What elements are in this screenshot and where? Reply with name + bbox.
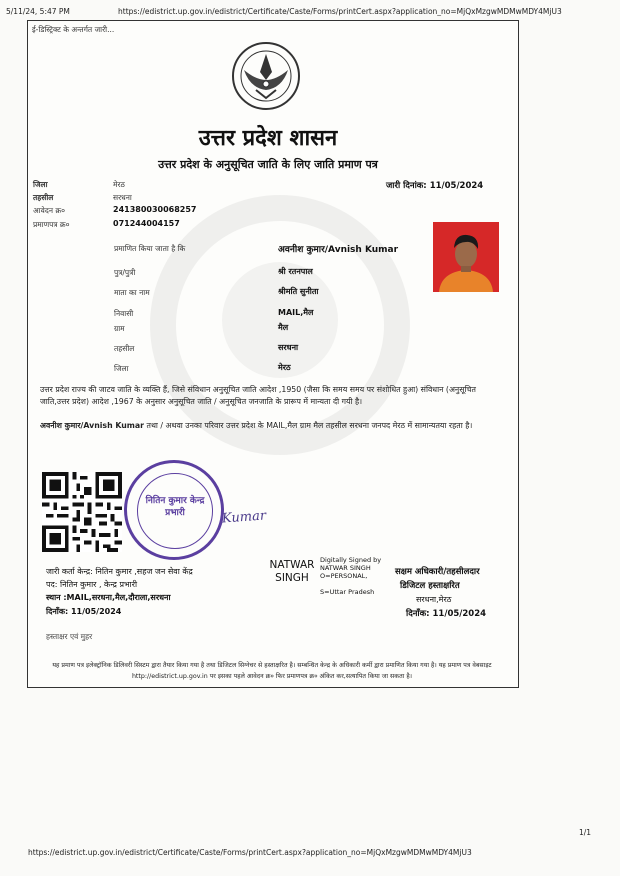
detail-label: पुत्र/पुत्री (114, 268, 136, 277)
applicant-photo (433, 222, 499, 292)
print-url-bottom: https://edistrict.up.gov.in/edistrict/Certificate/Caste/Forms/printCert.aspx?application_no=MjQxMzgwMDMwMDY4MjU3 (28, 848, 472, 857)
village-value: मैल (278, 323, 289, 332)
detail-label: जिला (114, 364, 129, 373)
meta-value: मेरठ (113, 180, 125, 189)
issuer-post: पद: नितिन कुमार , केन्द्र प्रभारी (46, 580, 138, 589)
issue-date-value: 11/05/2024 (429, 181, 484, 191)
dsig-line-3: O=PERSONAL, (320, 572, 368, 580)
certificate-subtitle: उत्तर प्रदेश के अनुसूचित जाति के लिए जाति प्रमाण पत्र (158, 158, 378, 171)
tehsil-value: सरधना (278, 343, 299, 352)
detail-label: निवासी (114, 309, 134, 318)
residence-statement (40, 420, 480, 432)
issuer-date: दिनाँक: 11/05/2024 (46, 607, 122, 616)
detail-label: तहसील (114, 344, 135, 353)
authority-date: दिनाँक: 11/05/2024 (406, 609, 487, 619)
certificate-number: 071244004157 (113, 219, 180, 228)
qr-code (42, 472, 122, 552)
authority-sign: डिजिटल हस्ताक्षरित (400, 581, 460, 591)
residence-text: तथा / अथवा उनका परिवार उत्तर प्रदेश के MAIL,मैल ग्राम मैल तहसील सरधना जनपद मेरठ में सामान्यतया रहता है। (146, 421, 473, 430)
caste-statement: उत्तर प्रदेश राज्य की जाटव जाति के व्यक्ति हैं, जिसे संविधान अनुसूचित जाति आदेश ,1950 (जैसा कि समय समय पर संशोधित हुआ) संविधान (अनुसूचित जाति,उत्तर प्रदेश) आदेश ,1967 के अनुसार अनुसूचित जाति / अनुसूचित जनजाति के प्रारूप में मान्यता दी गयी है। (40, 385, 476, 406)
district-value: मेरठ (278, 363, 291, 372)
detail-label: ग्राम (114, 324, 125, 333)
residence-value: MAIL,मैल (278, 308, 314, 317)
stamp-text: नितिन कुमार केन्द्र प्रभारी (145, 496, 205, 518)
page-count: 1/1 (579, 828, 592, 837)
meta-label: प्रमाणपत्र क्र० (33, 220, 70, 229)
residence-name: अवनीश कुमार/Avnish Kumar (40, 421, 145, 430)
footer-note: यह प्रमाण पत्र इलेक्ट्रॉनिक डिलिवरी सिस्टम द्वारा तैयार किया गया है तथा डिजिटल सिग्नेचर से हस्ताक्षरित है। सम्बन्धित केन्द्र के अधिकारी कर्मी द्वारा प्रमाणित किया गया है। यह प्रमाण पत्र वेबसाइट http://edistrict.up.gov.in पर इसका पहले आवेदन क्र० फिर प्रमाणपत्र क्र० अंकित कर,सत्यापित किया जा सकता है। (52, 662, 492, 680)
dsig-line-4: S=Uttar Pradesh (320, 588, 375, 596)
application-number: 241380030068257 (113, 205, 197, 214)
meta-value: सरधना (113, 193, 132, 202)
digital-signer-name: NATWAR SINGH (269, 559, 315, 584)
detail-label: प्रमाणित किया जाता है कि (114, 244, 186, 253)
digital-signature-block (320, 556, 381, 580)
issuer-place: स्थान :MAIL,सरधना,मैल,दौराला,सरधना (46, 593, 171, 602)
print-url-top: https://edistrict.up.gov.in/edistrict/Certificate/Caste/Forms/printCert.aspx?application_no=MjQxMzgwMDMwMDY4MjU3 (118, 7, 562, 16)
issue-date-label: जारी दिनांक: (386, 181, 427, 191)
meta-label: तहसील (33, 193, 54, 202)
dsig-line-1: Digitally Signed by (320, 556, 382, 564)
up-emblem-logo (226, 40, 306, 112)
dsig-line-2: NATWAR SINGH (320, 564, 371, 572)
mother-name: श्रीमति सुनीता (278, 287, 319, 296)
detail-label: माता का नाम (114, 288, 150, 297)
issue-date (386, 180, 483, 191)
handwritten-signature: Kumar (221, 508, 267, 527)
seal-label: हस्ताक्षर एवं मुहर (46, 632, 93, 641)
certificate-title: उत्तर प्रदेश शासन (198, 125, 338, 151)
authority-place: सरधना,मेरठ (416, 595, 452, 604)
meta-label: जिला (33, 180, 48, 189)
meta-label: आवेदन क्र० (33, 206, 66, 215)
issued-under-text: ई-डिस्ट्रिक्ट के अन्तर्गत जारी... (32, 25, 115, 34)
father-name: श्री रतनपाल (278, 267, 313, 276)
authority-title: सक्षम अधिकारी/तहसीलदार (395, 567, 480, 577)
issuer-center: जारी कर्ता केन्द्र: नितिन कुमार ,सहज जन सेवा केंद्र (46, 567, 193, 576)
print-datetime: 5/11/24, 5:47 PM (6, 7, 70, 16)
applicant-name: अवनीश कुमार/Avnish Kumar (278, 245, 399, 255)
watermark-center (222, 262, 338, 378)
center-stamp (124, 460, 224, 560)
